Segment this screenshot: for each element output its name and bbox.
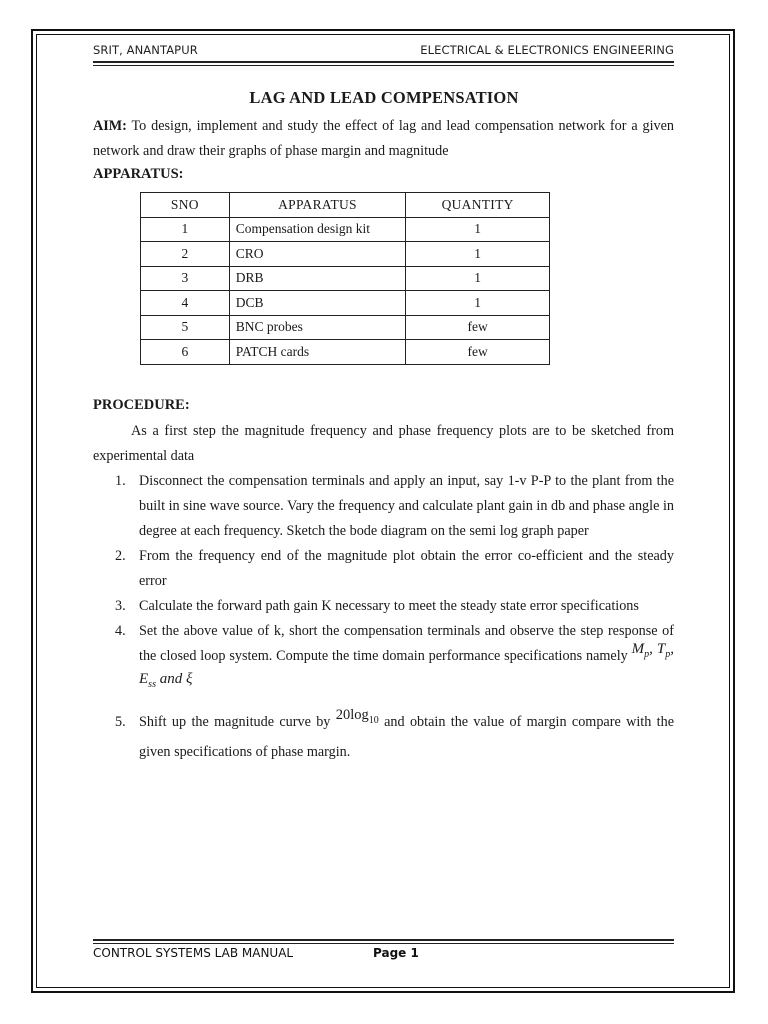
cell-sno: 3	[141, 266, 230, 291]
procedure-step	[93, 594, 674, 619]
cell-sno: 5	[141, 315, 230, 340]
cell-sno: 2	[141, 242, 230, 267]
table-header-row	[141, 193, 550, 218]
performance-spec-formula: $M_p$, $T_p$, $E_{ss}$ and ξ	[139, 641, 674, 690]
step-text-before: Shift up the magnitude curve by	[139, 714, 336, 730]
cell-quantity: 1	[406, 217, 550, 242]
header-rule-thin	[93, 65, 674, 66]
footer-manual-title: CONTROL SYSTEMS LAB MANUAL	[93, 946, 294, 960]
step-number: 4.	[115, 623, 126, 639]
column-header-apparatus: APPARATUS	[229, 193, 406, 218]
cell-quantity: few	[406, 315, 550, 340]
column-header-quantity: QUANTITY	[406, 193, 550, 218]
table-row	[141, 291, 550, 316]
procedure-step	[93, 619, 674, 704]
procedure-heading: PROCEDURE:	[93, 397, 190, 413]
step-text: Calculate the forward path gain K necessary to meet the steady state error specifications	[139, 598, 639, 614]
apparatus-table	[140, 192, 550, 365]
cell-sno: 6	[141, 340, 230, 365]
cell-apparatus: PATCH cards	[229, 340, 406, 365]
cell-apparatus: BNC probes	[229, 315, 406, 340]
table-row	[141, 340, 550, 365]
procedure-step	[93, 544, 674, 594]
cell-quantity: few	[406, 340, 550, 365]
cell-quantity: 1	[406, 291, 550, 316]
header-rule	[93, 61, 674, 63]
cell-apparatus: Compensation design kit	[229, 217, 406, 242]
gain-shift-formula: $20\log_{10}$	[335, 707, 379, 726]
table-row	[141, 315, 550, 340]
step-text: Disconnect the compensation terminals and apply an input, say 1-v P-P to the plant from the built in sine wave source. Vary the frequency and calculate plant gain in db and phase angle in degree at each frequency. Sketch the bode diagram on the semi log graph paper	[139, 473, 674, 539]
table-row	[141, 266, 550, 291]
page-number: Page 1	[373, 946, 419, 960]
step-number: 3.	[115, 598, 126, 614]
aim-text: To design, implement and study the effect of lag and lead compensation network for a given network and draw their graphs of phase margin and magnitude	[93, 118, 674, 159]
cell-quantity: 1	[406, 242, 550, 267]
cell-sno: 1	[141, 217, 230, 242]
procedure-step	[93, 469, 674, 544]
cell-apparatus: CRO	[229, 242, 406, 267]
apparatus-heading: APPARATUS:	[93, 166, 184, 182]
header-institution: SRIT, ANANTAPUR	[93, 43, 198, 57]
procedure-intro: As a first step the magnitude frequency and phase frequency plots are to be sketched from experimental data	[93, 423, 674, 464]
column-header-sno: SNO	[141, 193, 230, 218]
aim-label: AIM:	[93, 118, 127, 134]
footer-rule-thin	[93, 943, 674, 944]
header-department: ELECTRICAL & ELECTRONICS ENGINEERING	[420, 43, 674, 57]
step-text-after: and obtain the value of margin compare with the given specifications of phase margin.	[139, 714, 674, 760]
step-text: From the frequency end of the magnitude plot obtain the error co-efficient and the steady error	[139, 548, 674, 589]
table-row	[141, 242, 550, 267]
page-title: LAG AND LEAD COMPENSATION	[249, 88, 519, 107]
cell-quantity: 1	[406, 266, 550, 291]
step-number: 5.	[115, 714, 126, 730]
table-row	[141, 217, 550, 242]
step-text: Set the above value of k, short the compensation terminals and observe the step response of the closed loop system. Compute the time domain performance specifications namely	[139, 623, 674, 664]
aim-paragraph	[93, 114, 674, 164]
procedure-step	[93, 707, 674, 765]
procedure-steps	[93, 469, 674, 765]
step-number: 2.	[115, 548, 126, 564]
cell-sno: 4	[141, 291, 230, 316]
step-number: 1.	[115, 473, 126, 489]
cell-apparatus: DCB	[229, 291, 406, 316]
cell-apparatus: DRB	[229, 266, 406, 291]
footer-rule	[93, 939, 674, 941]
